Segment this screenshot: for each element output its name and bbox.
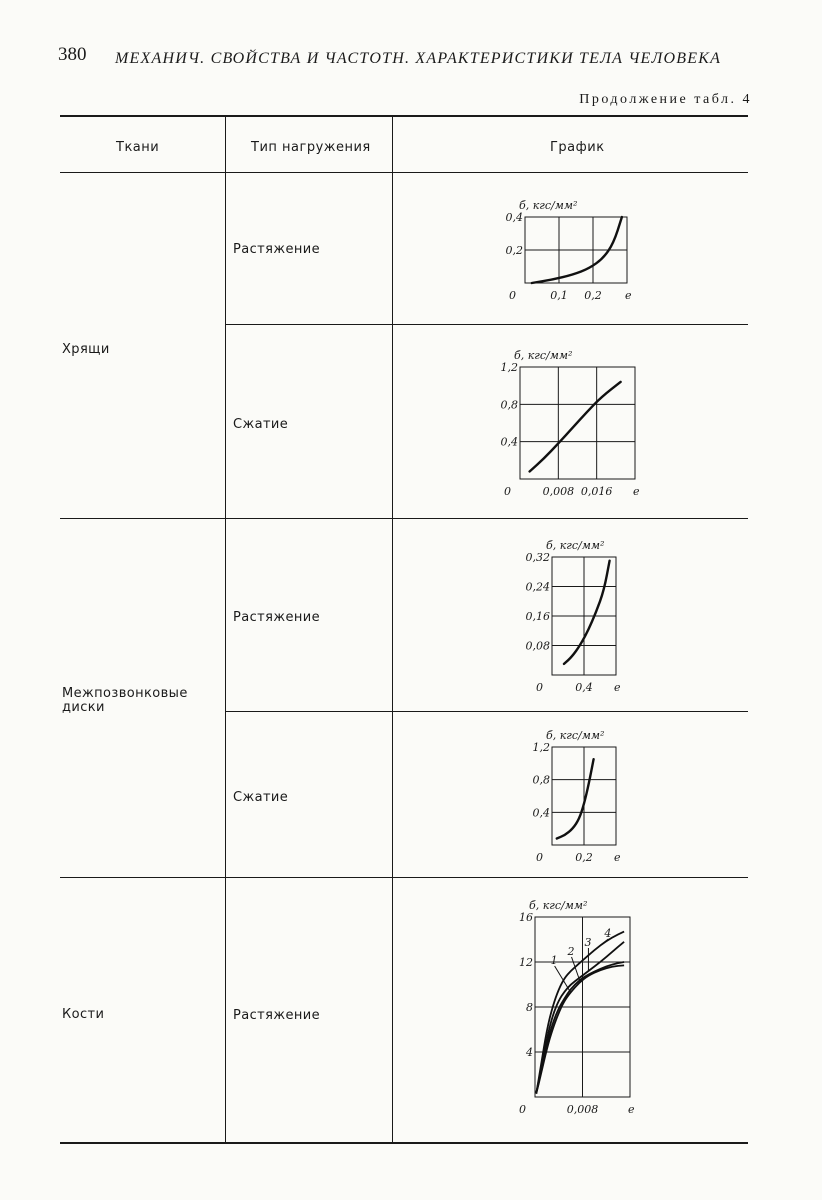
- x-tick-label: 0,016: [580, 485, 613, 498]
- y-tick-label: 4: [526, 1046, 533, 1059]
- x-axis-label: е: [628, 1103, 635, 1116]
- y-tick-label: 8: [526, 1001, 533, 1014]
- running-title: МЕХАНИЧ. СВОЙСТВА И ЧАСТОТН. ХАРАКТЕРИСТИКИ ТЕЛА ЧЕЛОВЕКА: [115, 50, 722, 67]
- x-axis-label: е: [614, 681, 621, 694]
- origin-label: 0: [536, 851, 543, 864]
- column-divider: [392, 117, 393, 1142]
- table-top-rule: [60, 115, 748, 117]
- data-curve: [557, 759, 594, 838]
- y-axis-label: б, кгс/мм²: [514, 349, 573, 362]
- y-tick-label: 16: [519, 911, 533, 924]
- cell-divider: [226, 711, 748, 712]
- column-header-tissue: Ткани: [116, 140, 160, 155]
- y-tick-label: 0,8: [532, 773, 550, 787]
- x-tick-label: 0,008: [566, 1103, 599, 1116]
- y-axis-label: б, кгс/мм²: [546, 539, 605, 552]
- y-tick-label: 0,8: [500, 398, 518, 412]
- y-tick-label: 0,24: [525, 580, 550, 594]
- series-label: 2: [567, 945, 575, 958]
- y-tick-label: 0,4: [532, 806, 550, 820]
- y-tick-label: 0,4: [505, 211, 523, 224]
- data-curve: [564, 561, 610, 664]
- series-label: 3: [584, 936, 592, 949]
- x-axis-label: е: [625, 289, 632, 302]
- origin-label: 0: [536, 681, 543, 694]
- data-curve: [536, 932, 624, 1094]
- load-type: Сжатие: [233, 417, 289, 432]
- chart-cartilage-compression: [495, 345, 645, 498]
- x-tick-label: 0,2: [575, 851, 593, 864]
- x-tick-label: 0,008: [542, 485, 575, 498]
- tissue-intervertebral-discs: Межпозвонковые диски: [62, 686, 188, 715]
- chart-cartilage-tension: [500, 195, 640, 310]
- y-tick-label: 0,2: [505, 244, 523, 257]
- x-tick-label: 0,1: [550, 289, 568, 302]
- y-tick-label: 1,2: [500, 361, 518, 374]
- table-bottom-rule: [60, 1142, 748, 1144]
- y-tick-label: 0,4: [500, 435, 518, 449]
- origin-label: 0: [509, 289, 516, 302]
- table-header-rule: [60, 172, 748, 173]
- series-label: 4: [604, 927, 612, 940]
- y-tick-label: 0,16: [525, 610, 550, 623]
- origin-label: 0: [504, 485, 511, 498]
- y-axis-label: б, кгс/мм²: [546, 729, 605, 742]
- load-type: Растяжение: [233, 610, 321, 625]
- x-axis-label: е: [614, 851, 621, 864]
- load-type: Растяжение: [233, 1008, 321, 1023]
- chart-disc-tension: [520, 535, 630, 695]
- y-tick-label: 12: [519, 956, 533, 969]
- y-axis-label: б, кгс/мм²: [529, 899, 588, 912]
- data-curve: [530, 382, 621, 472]
- column-header-load-type: Тип нагружения: [251, 140, 371, 155]
- row-divider: [60, 518, 748, 519]
- x-axis-label: е: [633, 485, 640, 498]
- page-number: 380: [58, 44, 87, 65]
- series-label: 1: [550, 954, 558, 967]
- load-type: Сжатие: [233, 790, 289, 805]
- tissue-cartilage: Хрящи: [62, 342, 110, 357]
- y-tick-label: 0,08: [525, 639, 550, 653]
- y-tick-label: 0,32: [525, 551, 550, 564]
- x-tick-label: 0,4: [575, 681, 593, 694]
- table-continuation-label: Продолжение табл. 4: [579, 92, 752, 107]
- chart-bone-tension: [505, 895, 645, 1125]
- y-axis-label: б, кгс/мм²: [519, 199, 578, 212]
- column-header-graph: График: [550, 140, 605, 155]
- chart-disc-compression: [520, 725, 630, 865]
- cell-divider: [226, 324, 748, 325]
- origin-label: 0: [519, 1103, 526, 1116]
- y-tick-label: 1,2: [532, 741, 550, 754]
- tissue-bones: Кости: [62, 1007, 105, 1022]
- row-divider: [60, 877, 748, 878]
- column-divider: [225, 117, 226, 1142]
- x-tick-label: 0,2: [584, 289, 602, 302]
- load-type: Растяжение: [233, 242, 321, 257]
